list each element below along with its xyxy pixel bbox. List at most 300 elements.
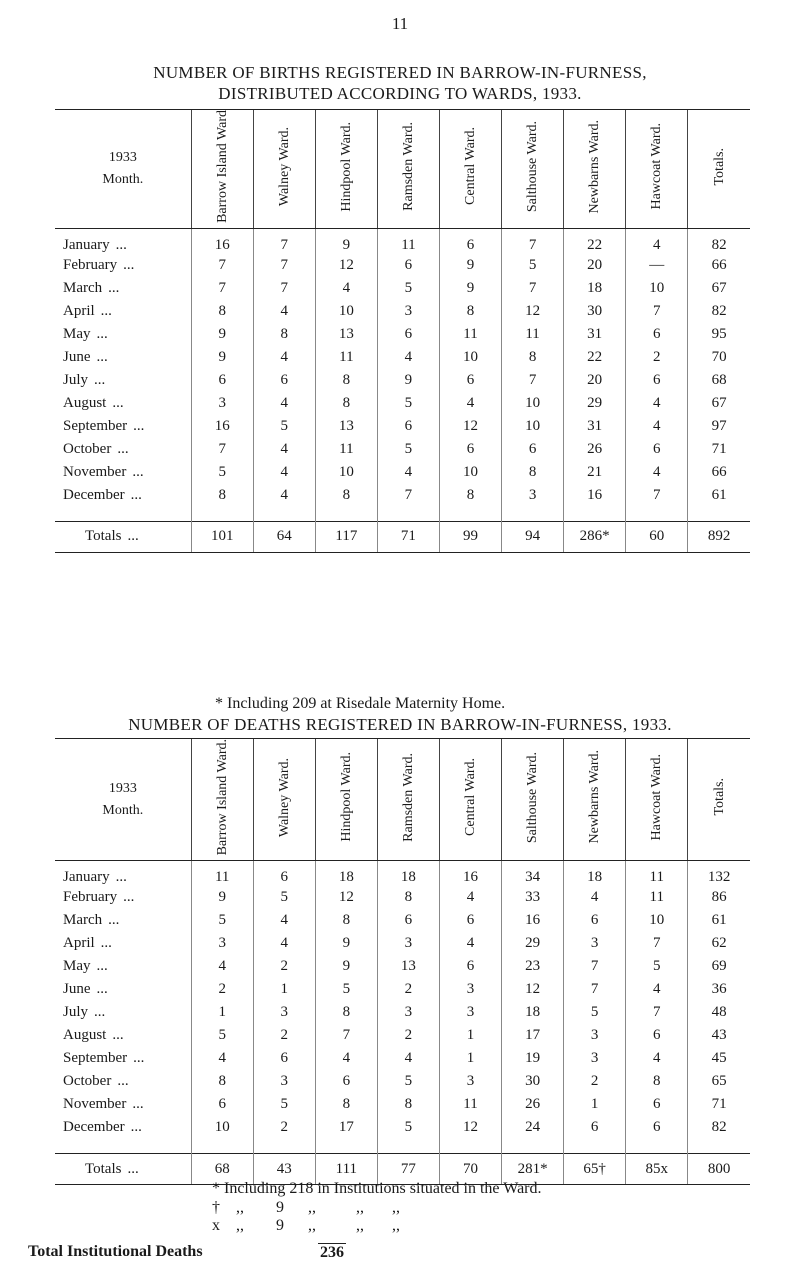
total-value-cell: 64 [253, 521, 315, 552]
leader-dots: ... [127, 1160, 139, 1177]
value-cell: 10 [626, 277, 688, 300]
value-cell: 6 [253, 861, 315, 887]
value-cell: 8 [377, 1093, 439, 1116]
value-cell: 10 [502, 392, 564, 415]
deaths-footnote-2: † ,, 9 ,, ,, ,, [212, 1199, 400, 1216]
value-cell: 30 [502, 1070, 564, 1093]
total-institutional-deaths-value: 236 [320, 1244, 344, 1261]
month-name: March [63, 279, 103, 296]
value-cell: 4 [253, 346, 315, 369]
month-name: October [63, 440, 112, 457]
month-column-header [55, 110, 191, 229]
value-cell: 24 [502, 1116, 564, 1139]
value-cell: 8 [377, 886, 439, 909]
value-cell: 86 [688, 886, 750, 909]
leader-dots: ... [130, 1119, 142, 1136]
value-cell: 8 [626, 1070, 688, 1093]
value-cell: 8 [315, 392, 377, 415]
value-cell: 18 [502, 1001, 564, 1024]
value-cell: 7 [253, 277, 315, 300]
value-cell: 6 [439, 955, 501, 978]
value-cell: 1 [253, 978, 315, 1001]
value-cell: 7 [377, 484, 439, 507]
column-header: Salthouse Ward. [502, 739, 564, 861]
month-cell [55, 955, 191, 978]
value-cell: 1 [439, 1024, 501, 1047]
value-cell: 11 [439, 1093, 501, 1116]
leader-dots: ... [117, 440, 129, 457]
column-header: Newbarns Ward. [564, 739, 626, 861]
total-value-cell: 892 [688, 521, 750, 552]
value-cell: 22 [564, 228, 626, 254]
value-cell: 71 [688, 1093, 750, 1116]
value-cell: 16 [502, 909, 564, 932]
value-cell: 5 [253, 886, 315, 909]
total-value-cell: 85x [626, 1154, 688, 1185]
value-cell: 68 [688, 369, 750, 392]
value-cell: 4 [253, 461, 315, 484]
value-cell: 8 [253, 323, 315, 346]
value-cell: 5 [191, 1024, 253, 1047]
month-name: June [63, 981, 91, 998]
value-cell: 3 [377, 932, 439, 955]
value-cell: 1 [564, 1093, 626, 1116]
month-cell [55, 461, 191, 484]
value-cell: 7 [253, 254, 315, 277]
value-cell: 8 [315, 484, 377, 507]
month-cell [55, 932, 191, 955]
value-cell: 3 [377, 300, 439, 323]
value-cell: 69 [688, 955, 750, 978]
value-cell: 3 [191, 932, 253, 955]
value-cell: 82 [688, 228, 750, 254]
value-cell: 61 [688, 484, 750, 507]
month-cell [55, 1001, 191, 1024]
value-cell: 13 [315, 415, 377, 438]
value-cell: 16 [191, 228, 253, 254]
value-cell: 48 [688, 1001, 750, 1024]
column-header: Walney Ward. [253, 110, 315, 229]
value-cell: 34 [502, 861, 564, 887]
table-row [55, 1047, 750, 1070]
value-cell: 7 [626, 484, 688, 507]
value-cell: 8 [502, 461, 564, 484]
column-header: Hindpool Ward. [315, 739, 377, 861]
month-cell [55, 254, 191, 277]
value-cell: 10 [315, 300, 377, 323]
value-cell: 70 [688, 346, 750, 369]
total-value-cell: 94 [502, 521, 564, 552]
month-cell [55, 415, 191, 438]
leader-dots: ... [132, 1096, 144, 1113]
leader-dots: ... [96, 981, 108, 998]
value-cell: 11 [377, 228, 439, 254]
value-cell: 66 [688, 461, 750, 484]
month-label: Month. [102, 171, 144, 187]
value-cell: 6 [191, 1093, 253, 1116]
leader-dots: ... [115, 236, 127, 253]
month-name: July [63, 1004, 89, 1021]
value-cell: 13 [377, 955, 439, 978]
value-cell: 10 [502, 415, 564, 438]
leader-dots: ... [100, 302, 112, 319]
births-title-line1: NUMBER OF BIRTHS REGISTERED IN BARROW-IN-FURNESS, [153, 63, 647, 82]
column-header: Ramsden Ward. [377, 739, 439, 861]
deaths-table [55, 738, 750, 1185]
value-cell: 18 [564, 277, 626, 300]
value-cell: 9 [315, 932, 377, 955]
value-cell: 65 [688, 1070, 750, 1093]
value-cell: 8 [191, 1070, 253, 1093]
value-cell: 33 [502, 886, 564, 909]
leader-dots: ... [123, 256, 135, 273]
value-cell: 5 [502, 254, 564, 277]
value-cell: 12 [502, 978, 564, 1001]
value-cell: 3 [502, 484, 564, 507]
value-cell: 3 [564, 1047, 626, 1070]
month-cell [55, 909, 191, 932]
value-cell: 26 [502, 1093, 564, 1116]
value-cell: 4 [253, 392, 315, 415]
value-cell: — [626, 254, 688, 277]
value-cell: 1 [191, 1001, 253, 1024]
column-header: Barrow Island Ward [191, 110, 253, 229]
value-cell: 13 [315, 323, 377, 346]
value-cell: 12 [315, 886, 377, 909]
month-name: November [63, 1096, 127, 1113]
value-cell: 45 [688, 1047, 750, 1070]
value-cell: 2 [377, 978, 439, 1001]
total-value-cell: 99 [439, 521, 501, 552]
column-header: Central Ward. [439, 739, 501, 861]
value-cell: 6 [626, 438, 688, 461]
value-cell: 16 [439, 861, 501, 887]
table-row [55, 1116, 750, 1139]
leader-dots: ... [123, 889, 135, 906]
month-name: December [63, 1119, 125, 1136]
month-cell [55, 1116, 191, 1139]
leader-dots: ... [133, 417, 145, 434]
value-cell: 19 [502, 1047, 564, 1070]
total-value-cell: 65† [564, 1154, 626, 1185]
value-cell: 7 [502, 277, 564, 300]
column-header: Newbarns Ward. [564, 110, 626, 229]
value-cell: 6 [377, 415, 439, 438]
value-cell: 2 [626, 346, 688, 369]
value-cell: 7 [626, 932, 688, 955]
value-cell: 12 [439, 415, 501, 438]
value-cell: 9 [191, 323, 253, 346]
column-header: Hawcoat Ward. [626, 110, 688, 229]
column-header: Walney Ward. [253, 739, 315, 861]
table-row [55, 909, 750, 932]
value-cell: 4 [626, 415, 688, 438]
spacer-row [55, 507, 750, 522]
value-cell: 2 [253, 1024, 315, 1047]
month-name: May [63, 958, 91, 975]
leader-dots: ... [100, 935, 112, 952]
value-cell: 1 [439, 1047, 501, 1070]
leader-dots: ... [117, 1073, 129, 1090]
value-cell: 6 [626, 323, 688, 346]
value-cell: 8 [191, 300, 253, 323]
leader-dots: ... [96, 348, 108, 365]
deaths-table-body [55, 861, 750, 1185]
value-cell: 11 [502, 323, 564, 346]
column-header: Salthouse Ward. [502, 110, 564, 229]
totals-label: Totals [85, 528, 122, 545]
table-row [55, 1001, 750, 1024]
value-cell: 7 [502, 369, 564, 392]
value-cell: 7 [315, 1024, 377, 1047]
value-cell: 6 [191, 369, 253, 392]
value-cell: 11 [439, 323, 501, 346]
value-cell: 6 [626, 369, 688, 392]
value-cell: 4 [626, 228, 688, 254]
value-cell: 7 [502, 228, 564, 254]
month-cell [55, 1093, 191, 1116]
value-cell: 3 [439, 1001, 501, 1024]
leader-dots: ... [130, 486, 142, 503]
total-value-cell: 71 [377, 521, 439, 552]
value-cell: 7 [191, 438, 253, 461]
value-cell: 4 [626, 978, 688, 1001]
value-cell: 18 [564, 861, 626, 887]
value-cell: 61 [688, 909, 750, 932]
value-cell: 6 [626, 1024, 688, 1047]
deaths-title: NUMBER OF DEATHS REGISTERED IN BARROW-IN-FURNESS, 1933. [128, 715, 672, 734]
value-cell: 5 [191, 909, 253, 932]
value-cell: 10 [439, 461, 501, 484]
value-cell: 7 [564, 978, 626, 1001]
column-header: Barrow Island Ward. [191, 739, 253, 861]
value-cell: 9 [439, 277, 501, 300]
value-cell: 2 [564, 1070, 626, 1093]
total-value-cell: 70 [439, 1154, 501, 1185]
month-name: August [63, 394, 107, 411]
value-cell: 6 [564, 909, 626, 932]
month-name: April [63, 935, 95, 952]
table-row [55, 415, 750, 438]
value-cell: 20 [564, 254, 626, 277]
value-cell: 6 [377, 323, 439, 346]
month-cell [55, 484, 191, 507]
leader-dots: ... [127, 528, 139, 545]
value-cell: 8 [315, 909, 377, 932]
value-cell: 5 [191, 461, 253, 484]
value-cell: 8 [502, 346, 564, 369]
value-cell: 5 [377, 392, 439, 415]
leader-dots: ... [94, 1004, 106, 1021]
leader-dots: ... [96, 325, 108, 342]
value-cell: 7 [564, 955, 626, 978]
total-value-cell: 101 [191, 521, 253, 552]
value-cell: 11 [315, 438, 377, 461]
value-cell: 26 [564, 438, 626, 461]
value-cell: 7 [191, 254, 253, 277]
value-cell: 6 [253, 369, 315, 392]
month-name: September [63, 417, 128, 434]
value-cell: 132 [688, 861, 750, 887]
total-institutional-deaths-label: Total Institutional Deaths [28, 1243, 203, 1260]
value-cell: 8 [315, 1093, 377, 1116]
leader-dots: ... [108, 279, 120, 296]
value-cell: 7 [253, 228, 315, 254]
value-cell: 12 [502, 300, 564, 323]
table-row [55, 254, 750, 277]
value-cell: 7 [191, 277, 253, 300]
value-cell: 43 [688, 1024, 750, 1047]
births-title-line2: DISTRIBUTED ACCORDING TO WARDS, 1933. [218, 84, 582, 103]
value-cell: 62 [688, 932, 750, 955]
table-row [55, 346, 750, 369]
table-row [55, 1070, 750, 1093]
table-row [55, 228, 750, 254]
column-header: Totals. [688, 110, 750, 229]
value-cell: 6 [439, 909, 501, 932]
table-row [55, 484, 750, 507]
value-cell: 16 [564, 484, 626, 507]
spacer-row [55, 1139, 750, 1154]
value-cell: 97 [688, 415, 750, 438]
value-cell: 9 [191, 886, 253, 909]
value-cell: 3 [439, 1070, 501, 1093]
month-name: August [63, 1027, 107, 1044]
month-name: February [63, 256, 118, 273]
value-cell: 31 [564, 415, 626, 438]
value-cell: 66 [688, 254, 750, 277]
leader-dots: ... [112, 394, 124, 411]
value-cell: 5 [377, 277, 439, 300]
value-cell: 8 [439, 484, 501, 507]
month-name: January [63, 236, 110, 253]
value-cell: 4 [253, 932, 315, 955]
value-cell: 10 [191, 1116, 253, 1139]
totals-label-cell [55, 521, 191, 552]
leader-dots: ... [133, 1050, 145, 1067]
year-label: 1933 [108, 780, 137, 796]
value-cell: 9 [439, 254, 501, 277]
value-cell: 36 [688, 978, 750, 1001]
value-cell: 20 [564, 369, 626, 392]
leader-dots: ... [132, 463, 144, 480]
value-cell: 4 [439, 932, 501, 955]
leader-dots: ... [115, 869, 127, 886]
value-cell: 5 [564, 1001, 626, 1024]
value-cell: 11 [191, 861, 253, 887]
table-row [55, 438, 750, 461]
total-value-cell: 117 [315, 521, 377, 552]
value-cell: 5 [377, 1070, 439, 1093]
value-cell: 3 [439, 978, 501, 1001]
total-value-cell: 43 [253, 1154, 315, 1185]
value-cell: 11 [626, 861, 688, 887]
value-cell: 4 [377, 461, 439, 484]
totals-label-cell [55, 1154, 191, 1185]
month-name: May [63, 325, 91, 342]
month-name: September [63, 1050, 128, 1067]
value-cell: 6 [253, 1047, 315, 1070]
value-cell: 82 [688, 1116, 750, 1139]
births-footnote: * Including 209 at Risedale Maternity Home. [215, 695, 506, 712]
value-cell: 67 [688, 277, 750, 300]
value-cell: 4 [253, 484, 315, 507]
column-header: Ramsden Ward. [377, 110, 439, 229]
value-cell: 3 [191, 392, 253, 415]
value-cell: 5 [315, 978, 377, 1001]
totals-label: Totals [85, 1160, 122, 1177]
value-cell: 8 [191, 484, 253, 507]
table-row [55, 955, 750, 978]
column-header: Hawcoat Ward. [626, 739, 688, 861]
leader-dots: ... [96, 958, 108, 975]
value-cell: 5 [253, 1093, 315, 1116]
table-row [55, 1024, 750, 1047]
value-cell: 12 [315, 254, 377, 277]
births-table-body [55, 228, 750, 552]
value-cell: 4 [626, 1047, 688, 1070]
month-cell [55, 277, 191, 300]
value-cell: 11 [315, 346, 377, 369]
value-cell: 9 [315, 228, 377, 254]
month-cell [55, 1024, 191, 1047]
value-cell: 2 [377, 1024, 439, 1047]
month-cell [55, 346, 191, 369]
total-value-cell: 286* [564, 521, 626, 552]
value-cell: 2 [191, 978, 253, 1001]
value-cell: 4 [191, 955, 253, 978]
total-value-cell: 111 [315, 1154, 377, 1185]
month-name: November [63, 463, 127, 480]
value-cell: 10 [315, 461, 377, 484]
value-cell: 8 [439, 300, 501, 323]
value-cell: 22 [564, 346, 626, 369]
table-row [55, 932, 750, 955]
month-cell [55, 392, 191, 415]
totals-row [55, 521, 750, 552]
table-row [55, 886, 750, 909]
value-cell: 82 [688, 300, 750, 323]
value-cell: 95 [688, 323, 750, 346]
value-cell: 4 [253, 300, 315, 323]
month-name: July [63, 371, 89, 388]
month-cell [55, 438, 191, 461]
month-name: April [63, 302, 95, 319]
value-cell: 9 [377, 369, 439, 392]
month-label: Month. [102, 802, 144, 818]
leader-dots: ... [94, 371, 106, 388]
value-cell: 4 [626, 461, 688, 484]
month-cell [55, 369, 191, 392]
value-cell: 6 [626, 1116, 688, 1139]
total-value-cell: 800 [688, 1154, 750, 1185]
value-cell: 4 [626, 392, 688, 415]
table-row [55, 978, 750, 1001]
month-name: June [63, 348, 91, 365]
month-name: February [63, 889, 118, 906]
value-cell: 21 [564, 461, 626, 484]
value-cell: 31 [564, 323, 626, 346]
month-cell [55, 1047, 191, 1070]
table-row [55, 861, 750, 887]
table-row [55, 1093, 750, 1116]
value-cell: 6 [626, 1093, 688, 1116]
value-cell: 6 [439, 369, 501, 392]
month-cell [55, 323, 191, 346]
value-cell: 6 [377, 909, 439, 932]
value-cell: 3 [253, 1070, 315, 1093]
value-cell: 6 [439, 438, 501, 461]
